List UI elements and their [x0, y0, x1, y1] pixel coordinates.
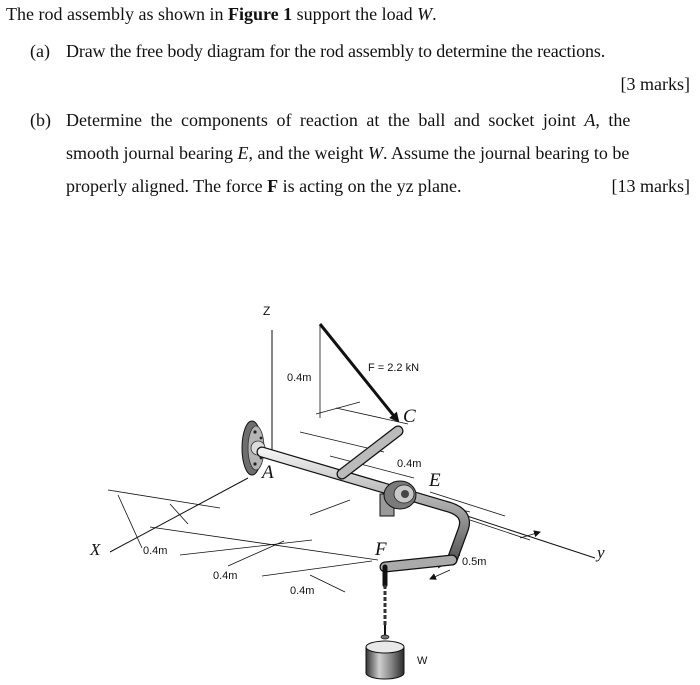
dim-right: 0.5m: [462, 556, 487, 568]
point-e-label: E: [429, 470, 441, 491]
part-a-text: Draw the free body diagram for the rod assembly to determine the reactions.: [66, 41, 606, 61]
axis-z-label: Z: [263, 304, 271, 318]
force-label: F = 2.2 kN: [368, 362, 420, 374]
part-a-label: (a): [30, 41, 50, 61]
point-f-label: F: [375, 539, 387, 560]
part-b-label: (b): [30, 110, 51, 130]
weight-w: [366, 585, 404, 679]
part-b-line-3: properly aligned. The force F is acting on the yz plane.: [66, 176, 462, 196]
axis-x-label: X: [90, 540, 101, 559]
point-a-label: A: [262, 462, 274, 483]
dimension-lines: [108, 326, 530, 592]
part-b-line-1: Determine the components of reaction at the ball and socket joint A, the: [66, 110, 631, 130]
axis-y-label: y: [597, 543, 605, 562]
dim-x: 0.4m: [143, 545, 168, 557]
x-axis-line: [110, 478, 248, 552]
dim-c-e: 0.4m: [397, 458, 422, 470]
weight-label: W: [417, 655, 428, 667]
dim-top: 0.4m: [287, 372, 312, 384]
question-intro: The rod assembly as shown in Figure 1 support the load W.: [6, 4, 437, 24]
part-b-line-2: smooth journal bearing E, and the weight W. Assume the journal bearing to be: [66, 143, 630, 163]
part-b-marks: [13 marks]: [611, 176, 690, 196]
dim-bottom-left: 0.4m: [213, 570, 238, 582]
part-a-marks: [3 marks]: [620, 74, 690, 94]
point-c-label: C: [403, 406, 416, 427]
dim-bottom-mid: 0.4m: [290, 585, 315, 597]
dim-arrow-right-bottom: [430, 570, 450, 579]
